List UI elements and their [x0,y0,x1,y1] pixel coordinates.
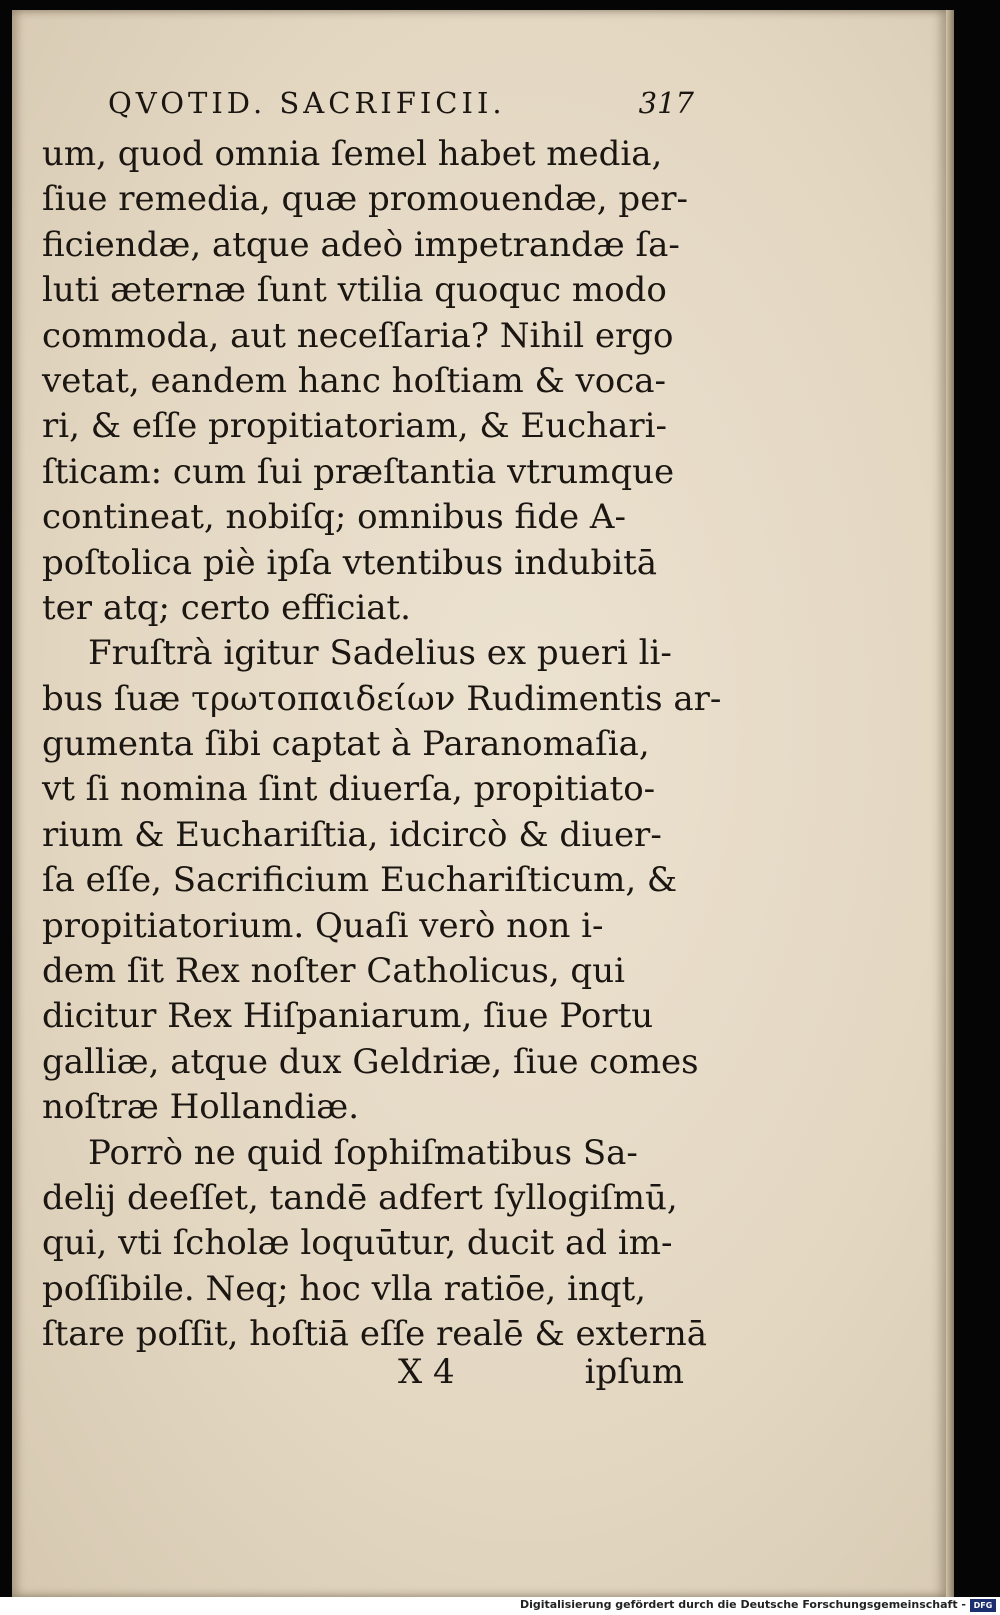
signature-mark: X 4 [398,1352,455,1392]
text-line: qui, vti ſcholæ loquūtur, ducit ad im- [42,1223,673,1264]
body-text [42,132,722,1358]
text-line: commoda, aut neceſſaria? Nihil ergo [42,315,674,356]
text-line: vt ſi nomina ſint diuerſa, propitiato- [42,769,656,810]
text-line: ficiendæ, atque adeò impetrandæ ſa- [42,224,680,265]
text-line: ri, & eſſe propitiatoriam, & Euchari- [42,406,667,447]
catch-line [42,1352,702,1402]
text-line: vetat, eandem hanc hoſtiam & voca- [42,360,667,401]
text-line: contineat, nobiſq; omnibus fide A- [42,497,626,538]
text-line: delij deeſſet, tandē adfert ſyllogiſmū, [42,1177,678,1218]
text-line: um, quod omnia ſemel habet media, [42,134,663,174]
text-line: bus ſuæ τρωτοπαιδείων Rudimentis ar- [42,678,722,719]
text-line: galliæ, atque dux Geldriæ, ſiue comes [42,1041,699,1082]
text-line: ſa eſſe, Sacrificium Euchariſticum, & [42,860,678,901]
page-edge [946,10,954,1597]
text-line: poſſibile. Neq; hoc vlla ratiōe, inqt, [42,1268,646,1309]
text-line: luti æternæ ſunt vtilia quoquc modo [42,270,667,311]
text-line: ſtare poſſit, hoſtiā eſſe realē & externā [42,1314,708,1355]
text-line: rium & Euchariſtia, idcircò & diuer- [42,814,662,855]
page-number: 317 [638,86,694,120]
paragraph-start-line: Porrò ne quid ſophiſmatibus Sa- [88,1132,638,1173]
paragraph-start-line: Fruſtrà igitur Sadelius ex pueri li- [88,633,672,674]
catchword: ipſum [584,1352,684,1392]
text-line: poſtolica piè ipſa vtentibus indubitā [42,542,658,583]
text-line: dem ſit Rex noſter Catholicus, qui [42,951,625,992]
running-head [108,86,700,130]
text-line: dicitur Rex Hiſpaniarum, ſiue Portu [42,996,654,1037]
text-line: ter atq; certo efficiat. [42,587,411,628]
footer-bar [0,1597,1000,1615]
text-line: gumenta ſibi captat à Paranomaſia, [42,724,650,765]
text-line: propitiatorium. Quaſi verò non i- [42,905,604,946]
text-line: ſiue remedia, quæ promouendæ, per- [42,179,689,220]
dfg-logo-icon: DFG [970,1599,996,1612]
text-line: noſtræ Hollandiæ. [42,1087,360,1128]
text-line: ſticam: cum ſui præſtantia vtrumque [42,451,675,492]
footer-credit: Digitalisierung gefördert durch die Deutsche Forschungsgemeinschaft - [519,1598,966,1611]
running-title: QVOTID. SACRIFICII. [108,86,506,120]
